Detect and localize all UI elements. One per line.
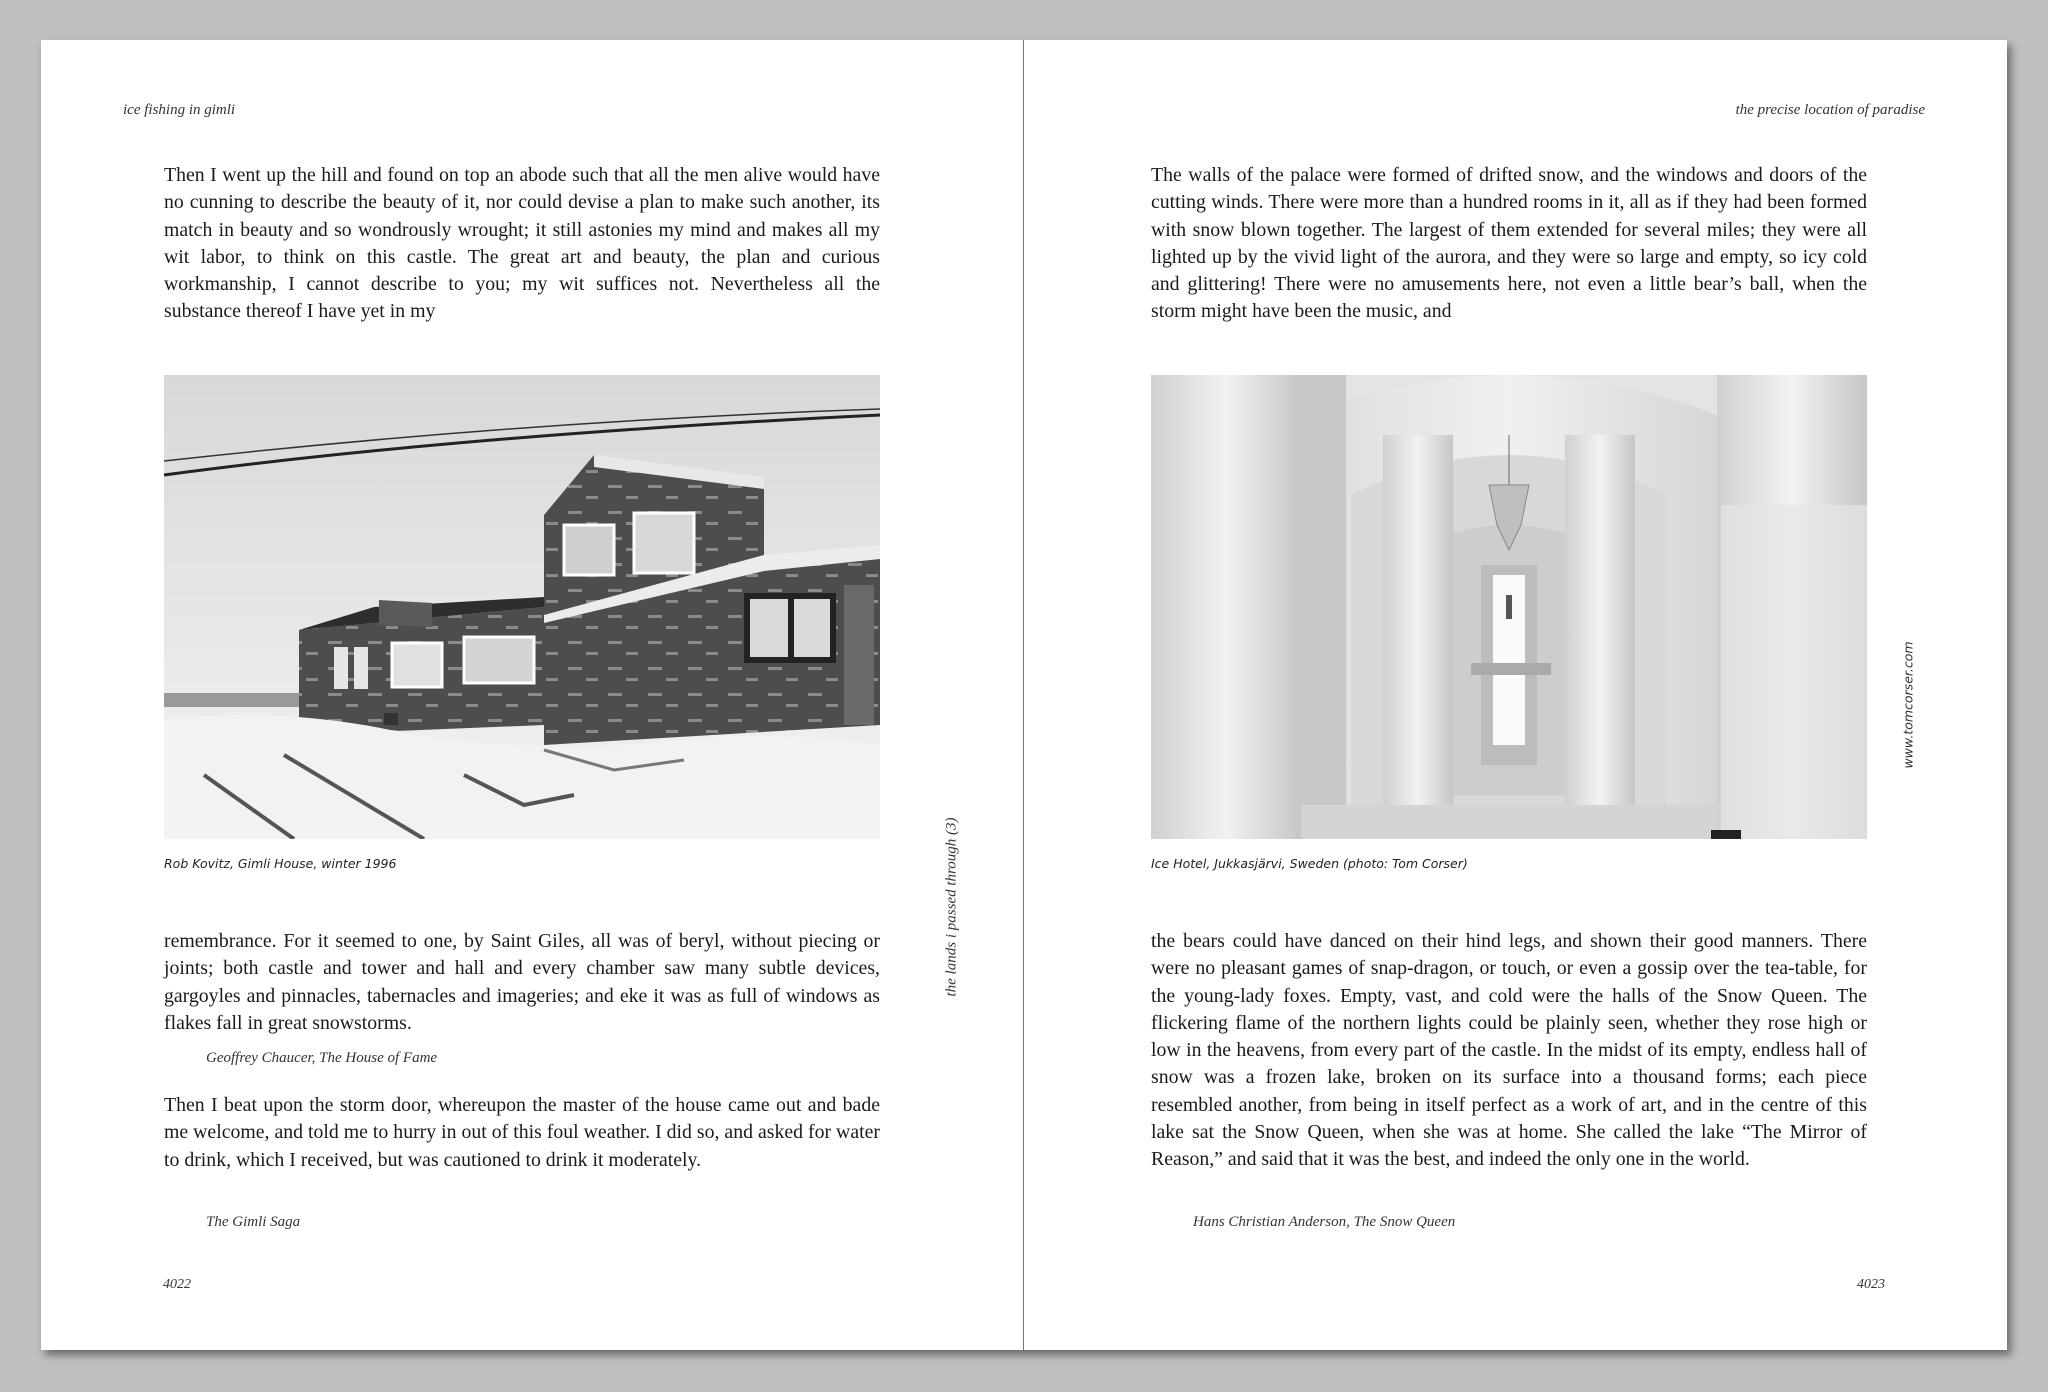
- right-page: [943, 40, 2007, 1350]
- left-attribution-1: Geoffrey Chaucer, The House of Fame: [206, 1050, 438, 1066]
- right-photo-caption: Ice Hotel, Jukkasjärvi, Sweden (photo: Tom Corser): [1151, 856, 1468, 871]
- right-paragraph-2: the bears could have danced on their hind legs, and shown their good manners. There were no pleasant games of snap-dragon, or touch, or even a gossip over the tea-table, for the young-lady foxes. Empty, vast, and cold were the halls of the Snow Queen. The flickering flame of the northern lights could be plainly seen, whether they rose high or low in the heavens, from every part of the castle. In the midst of its empty, endless hall of snow was a frozen lake, broken on its surface into a thousand forms; each piece resembled another, from being in itself perfect as a work of art, and in the centre of this lake sat the Snow Queen, when she was at home. She called the lake “The Mirror of Reason,” and said that it was the best, and indeed the only one in the world.: [1151, 930, 1867, 1171]
- book-spread: [41, 40, 2007, 1350]
- left-page: [41, 40, 1024, 1350]
- vertical-url: www.tomcorser.com: [1900, 641, 1916, 769]
- ice-hotel-photo: [1151, 375, 1867, 839]
- left-attribution-2: The Gimli Saga: [206, 1214, 301, 1230]
- gimli-house-photo: [164, 375, 880, 839]
- left-photo-caption: Rob Kovitz, Gimli House, winter 1996: [164, 856, 397, 871]
- right-paragraph-1: The walls of the palace were formed of drifted snow, and the windows and doors of the cutting winds. There were more than a hundred rooms in it, all as if they had been formed with snow blown together. The largest of them extended for several miles; they were all lighted up by the vivid light of the aurora, and they were so large and empty, so icy cold and glittering! There were no amusements here, not even a little bear’s ball, when the storm might have been the music, and: [1151, 164, 1867, 323]
- gimli-house-image: [164, 375, 880, 839]
- left-paragraph-3: Then I beat upon the storm door, whereupon the master of the house came out and bade me welcome, and told me to hurry in out of this foul weather. I did so, and asked for water to drink, which I received, but was cautioned to drink it moderately.: [164, 1094, 880, 1171]
- right-running-head: the precise location of paradise: [1735, 102, 1925, 118]
- ice-hotel-image: [1151, 375, 1867, 839]
- right-page-number: 4023: [1857, 1277, 1885, 1292]
- right-attribution: Hans Christian Anderson, The Snow Queen: [1193, 1214, 1456, 1230]
- left-page-number: 4022: [163, 1277, 191, 1292]
- book-vertical-title: the lands i passed through (3): [943, 817, 960, 997]
- left-paragraph-2: remembrance. For it seemed to one, by Saint Giles, all was of beryl, without piecing or joints; both castle and tower and hall and every chamber saw many subtle devices, gargoyles and pinnacles, tabernacles and imageries; and eke it was as full of windows as flakes fall in great snowstorms.: [164, 930, 880, 1034]
- left-paragraph-1: Then I went up the hill and found on top an abode such that all the men alive would have no cunning to describe the beauty of it, nor could devise a plan to make such another, its match in beauty and so wondrously wrought; it still astonies my mind and makes all my wit labor, to think on this castle. The great art and beauty, the plan and curious workmanship, I cannot describe to you; my wit suffices not. Nevertheless all the substance thereof I have yet in my: [164, 164, 880, 323]
- left-running-head: ice fishing in gimli: [123, 102, 236, 118]
